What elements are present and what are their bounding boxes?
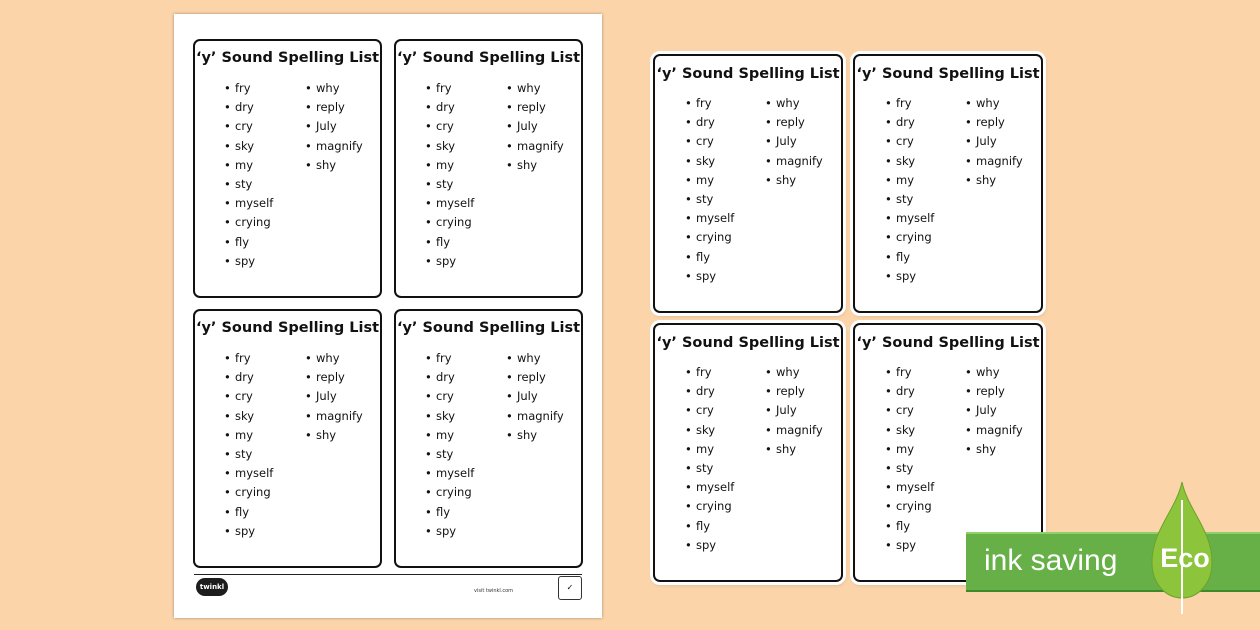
word-item: • magnify [976,421,1023,440]
word-item: • dry [696,382,734,401]
word-item: • fry [235,349,273,368]
word-item: • myself [696,478,734,497]
footer-divider [194,574,582,575]
word-item: • why [776,363,823,382]
word-item: • reply [976,382,1023,401]
word-item: • sty [896,190,934,209]
word-item: • shy [316,156,363,175]
word-item: • why [776,94,823,113]
word-item: • July [316,117,363,136]
word-item: • dry [235,368,273,387]
spelling-list-card [394,39,583,298]
word-item: • why [316,79,363,98]
word-item: • shy [316,426,363,445]
card-title: ‘y’ Sound Spelling List [656,66,840,82]
spelling-list-card [653,54,843,313]
word-list-left [896,94,934,286]
word-item: • magnify [517,407,564,426]
word-item: • reply [517,368,564,387]
word-item: • fly [436,233,474,252]
word-item: • crying [436,483,474,502]
word-item: • sty [696,459,734,478]
word-list-right [316,79,363,175]
word-item: • fly [896,248,934,267]
word-item: • dry [896,382,934,401]
word-item: • crying [896,228,934,247]
word-item: • sky [896,152,934,171]
word-item: • dry [696,113,734,132]
word-list-right [776,363,823,459]
twinkl-logo: twinkl [196,578,228,596]
word-item: • my [235,156,273,175]
worksheet-preview [174,14,602,618]
card-title: ‘y’ Sound Spelling List [856,335,1040,351]
word-item: • dry [436,368,474,387]
word-item: • cry [235,117,273,136]
word-item: • reply [316,98,363,117]
word-item: • cry [235,387,273,406]
eco-badge-text: Eco [1160,543,1210,573]
word-item: • magnify [776,421,823,440]
word-item: • why [976,94,1023,113]
word-item: • cry [696,132,734,151]
word-item: • sty [696,190,734,209]
word-item: • reply [976,113,1023,132]
word-item: • fly [235,503,273,522]
word-item: • magnify [316,137,363,156]
word-item: • myself [235,194,273,213]
word-list-left [235,79,273,271]
word-list-right [517,79,564,175]
word-list-left [696,363,734,555]
word-item: • shy [517,156,564,175]
word-item: • crying [696,228,734,247]
word-item: • sty [436,175,474,194]
word-item: • sky [696,421,734,440]
word-item: • dry [235,98,273,117]
spelling-list-card [853,54,1043,313]
word-list-left [696,94,734,286]
word-item: • spy [896,536,934,555]
card-title: ‘y’ Sound Spelling List [856,66,1040,82]
word-item: • fry [896,363,934,382]
word-item: • fry [235,79,273,98]
word-item: • sky [235,407,273,426]
banner-label: ink saving [984,544,1118,577]
word-item: • July [776,132,823,151]
word-item: • shy [776,171,823,190]
word-item: • fly [696,517,734,536]
word-item: • spy [436,252,474,271]
word-list-right [976,94,1023,190]
word-item: • sky [436,137,474,156]
word-item: • cry [896,132,934,151]
word-list-right [517,349,564,445]
word-item: • magnify [976,152,1023,171]
word-item: • spy [436,522,474,541]
word-item: • my [436,426,474,445]
word-item: • my [235,426,273,445]
word-item: • shy [776,440,823,459]
word-item: • why [316,349,363,368]
spelling-list-card [193,39,382,298]
spelling-list-card [193,309,382,568]
word-item: • shy [976,440,1023,459]
word-item: • myself [896,478,934,497]
word-item: • shy [517,426,564,445]
word-item: • myself [436,194,474,213]
word-item: • reply [517,98,564,117]
word-item: • crying [235,213,273,232]
word-item: • cry [436,117,474,136]
word-item: • sky [896,421,934,440]
word-item: • July [976,132,1023,151]
word-item: • spy [696,536,734,555]
word-item: • reply [316,368,363,387]
word-item: • why [517,349,564,368]
word-item: • my [896,171,934,190]
word-item: • myself [696,209,734,228]
word-item: • spy [235,252,273,271]
word-item: • sty [235,175,273,194]
card-title: ‘y’ Sound Spelling List [195,50,380,66]
word-item: • magnify [316,407,363,426]
word-item: • sky [696,152,734,171]
word-item: • myself [235,464,273,483]
card-title: ‘y’ Sound Spelling List [396,320,581,336]
word-item: • spy [235,522,273,541]
word-item: • fry [436,349,474,368]
word-list-right [976,363,1023,459]
word-item: • fry [696,94,734,113]
word-item: • crying [896,497,934,516]
word-list-left [235,349,273,541]
word-list-right [776,94,823,190]
word-item: • sty [896,459,934,478]
word-item: • crying [235,483,273,502]
word-item: • cry [436,387,474,406]
spelling-list-card [653,323,843,582]
word-item: • myself [896,209,934,228]
card-title: ‘y’ Sound Spelling List [656,335,840,351]
word-item: • fly [696,248,734,267]
word-list-right [316,349,363,445]
word-item: • cry [696,401,734,420]
word-item: • reply [776,382,823,401]
word-item: • my [896,440,934,459]
word-item: • shy [976,171,1023,190]
word-item: • sty [436,445,474,464]
card-title: ‘y’ Sound Spelling List [396,50,581,66]
word-item: • fry [896,94,934,113]
word-item: • dry [896,113,934,132]
card-title: ‘y’ Sound Spelling List [195,320,380,336]
word-item: • sky [235,137,273,156]
word-item: • July [316,387,363,406]
word-item: • sky [436,407,474,426]
word-item: • reply [776,113,823,132]
word-item: • cry [896,401,934,420]
word-item: • my [436,156,474,175]
word-item: • my [696,440,734,459]
word-list-left [436,349,474,541]
word-item: • sty [235,445,273,464]
word-item: • crying [696,497,734,516]
word-item: • July [517,117,564,136]
word-item: • July [976,401,1023,420]
word-item: • my [696,171,734,190]
word-item: • fry [696,363,734,382]
word-item: • magnify [517,137,564,156]
word-item: • fly [896,517,934,536]
word-item: • fly [235,233,273,252]
word-item: • why [976,363,1023,382]
word-item: • dry [436,98,474,117]
word-item: • magnify [776,152,823,171]
word-item: • spy [696,267,734,286]
word-item: • July [517,387,564,406]
word-item: • myself [436,464,474,483]
word-item: • spy [896,267,934,286]
quality-check-badge: ✓ [558,576,582,600]
footer-url: visit twinkl.com [474,588,514,594]
word-item: • fly [436,503,474,522]
word-item: • crying [436,213,474,232]
word-item: • July [776,401,823,420]
spelling-list-card [394,309,583,568]
word-list-left [436,79,474,271]
word-item: • why [517,79,564,98]
word-list-left [896,363,934,555]
word-item: • fry [436,79,474,98]
